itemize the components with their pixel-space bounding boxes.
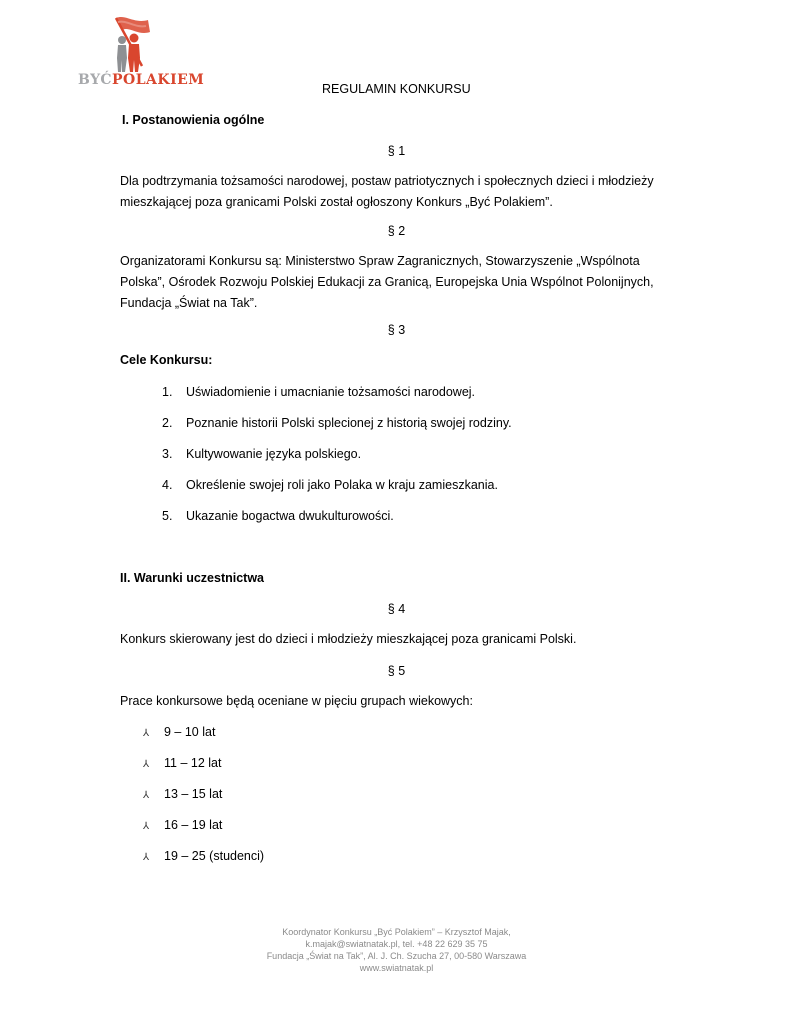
section-2-heading: II. Warunki uczestnictwa (120, 571, 265, 585)
goals-subheading: Cele Konkursu: (120, 353, 213, 367)
goals-list-item (162, 447, 361, 461)
paragraph-sign-1: § 1 (387, 144, 406, 158)
bullet-icon: ⅄ (143, 821, 150, 832)
text-line: Dla podtrzymania tożsamości narodowej, postaw patriotycznych i społecznych dzieci i młodzieży (120, 174, 654, 188)
age-group-item (143, 787, 222, 801)
logo (78, 14, 223, 92)
paragraph-sign-2: § 2 (387, 224, 406, 238)
list-number: 4. (162, 478, 173, 492)
footer-email-phone: k.majak@swiatnatak.pl, tel. +48 22 629 35 75 (305, 939, 488, 949)
bullet-icon: ⅄ (143, 728, 150, 739)
age-group-item (143, 849, 264, 863)
paragraph-1-text (120, 171, 665, 213)
list-number: 5. (162, 509, 173, 523)
paragraph-sign-4: § 4 (387, 602, 406, 616)
section-1-heading: I. Postanowienia ogólne (122, 113, 265, 127)
list-text: Ukazanie bogactwa dwukulturowości. (186, 509, 394, 523)
bullet-icon: ⅄ (143, 852, 150, 863)
goals-list-item (162, 509, 394, 523)
list-text: Określenie swojej roli jako Polaka w kraju zamieszkania. (186, 478, 498, 492)
list-number: 3. (162, 447, 173, 461)
logo-word-1: BYĆ (78, 72, 112, 88)
age-group-text: 11 – 12 lat (164, 756, 222, 770)
list-number: 2. (162, 416, 173, 430)
footer-website-link: www.swiatnatak.pl (359, 963, 434, 973)
list-text: Uświadomienie i umacnianie tożsamości narodowej. (186, 385, 476, 399)
paragraph-2-text (120, 251, 665, 314)
paragraph-4-text: Konkurs skierowany jest do dzieci i młodzieży mieszkającej poza granicami Polski. (120, 632, 577, 646)
age-group-text: 19 – 25 (studenci) (164, 849, 265, 863)
bullet-icon: ⅄ (143, 790, 150, 801)
paragraph-5-text: Prace konkursowe będą oceniane w pięciu grupach wiekowych: (120, 694, 473, 708)
flag-people-logo-graphic (78, 14, 223, 74)
logo-wordmark (78, 72, 223, 88)
age-group-text: 16 – 19 lat (164, 818, 223, 832)
paragraph-sign-5: § 5 (387, 664, 406, 678)
paragraph-sign-3: § 3 (387, 323, 406, 337)
list-number: 1. (162, 385, 173, 399)
age-group-item (143, 756, 221, 770)
footer-line: Koordynator Konkursu „Być Polakiem” – Krzysztof Majak, (282, 927, 511, 937)
goals-list-item (162, 385, 475, 399)
list-text: Kultywowanie języka polskiego. (186, 447, 362, 461)
bullet-icon: ⅄ (143, 759, 150, 770)
list-text: Poznanie historii Polski splecionej z historią swojej rodziny. (186, 416, 512, 430)
text-line: mieszkającej poza granicami Polski został ogłoszony Konkurs „Być Polakiem”. (120, 195, 553, 209)
logo-word-2: POLAKIEM (111, 72, 205, 88)
age-group-text: 9 – 10 lat (164, 725, 216, 739)
goals-list-item (162, 416, 512, 430)
page-footer (0, 926, 793, 974)
age-group-text: 13 – 15 lat (164, 787, 223, 801)
text-line: Polska”, Ośrodek Rozwoju Polskiej Edukacji za Granicą, Europejska Unia Wspólnot Polonijnych, (120, 275, 654, 289)
text-line: Fundacja „Świat na Tak”. (120, 296, 258, 310)
goals-list-item (162, 478, 498, 492)
age-group-item (143, 818, 222, 832)
document-title: REGULAMIN KONKURSU (322, 82, 471, 96)
footer-line: Fundacja „Świat na Tak”, Al. J. Ch. Szucha 27, 00-580 Warszawa (266, 951, 527, 961)
age-group-item (143, 725, 215, 739)
text-line: Organizatorami Konkursu są: Ministerstwo Spraw Zagranicznych, Stowarzyszenie „Wspólnota (120, 254, 640, 268)
